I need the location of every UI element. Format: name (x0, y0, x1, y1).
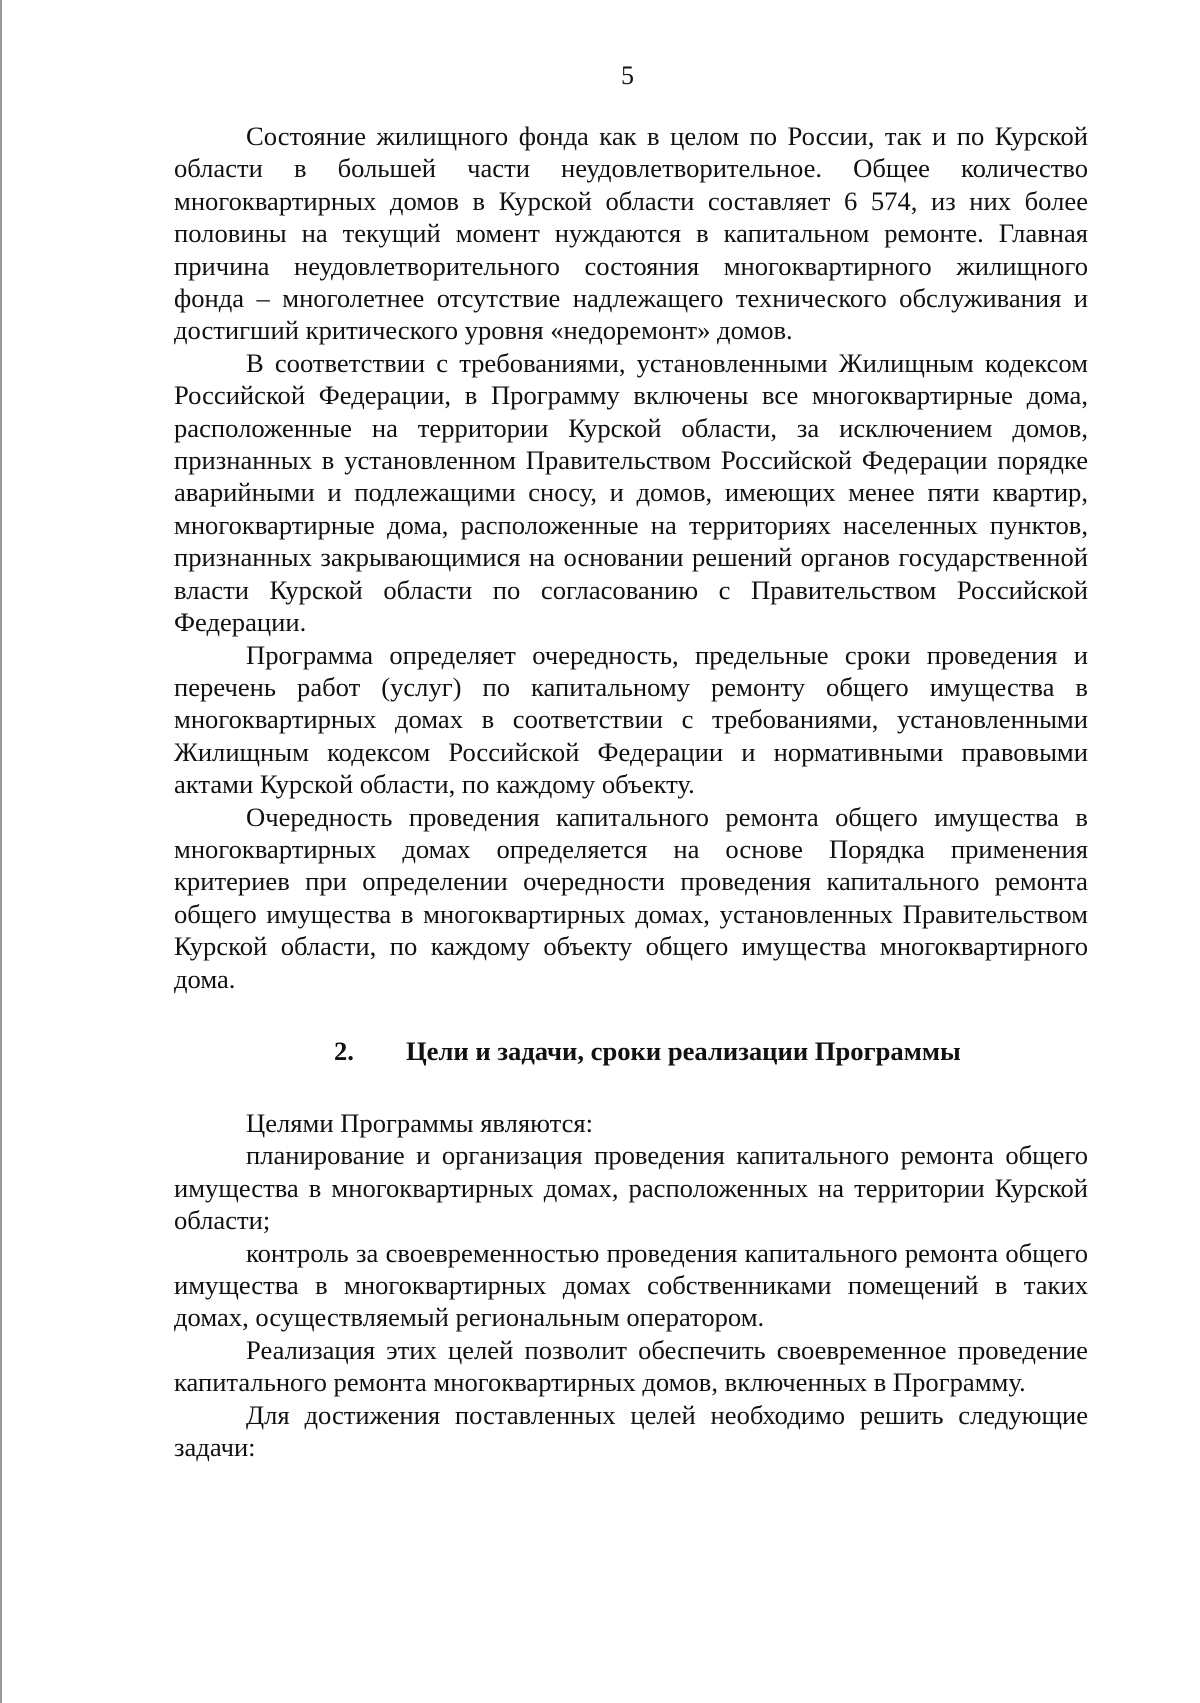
paragraph-goal-control: контроль за своевременностью проведения капитального ремонта общего имущества в многоквартирных домах собственниками помещений в таких домах, осуществляемый региональным оператором. (174, 1237, 1088, 1333)
paragraph-goal-planning: планирование и организация проведения капитального ремонта общего имущества в многоквартирных домах, расположенных на территории Курской области; (174, 1140, 1088, 1236)
paragraph-housing-condition: Состояние жилищного фонда как в целом по России, так и по Курской области в большей части неудовлетворительное. Общее количество многоквартирных домов в Курской области составляет 6 574, из них более половины на текущий момент нуждаются в капитальном ремонте. Главная причина неудовлетворительного состояния многоквартирного жилищного фонда – многолетнее отсутствие надлежащего технического обслуживания и достигший критического уровня «недоремонт» домов. (174, 121, 1088, 346)
paragraph-repair-order: Очередность проведения капитального ремонта общего имущества в многоквартирных домах определяется на основе Порядка применения критериев при определении очередности проведения капитального ремонта общего имущества в многоквартирных домах, установленных Правительством Курской области, по каждому объекту общего имущества многоквартирного дома. (174, 801, 1088, 994)
section-title: Цели и задачи, сроки реализации Программы (406, 1035, 961, 1066)
paragraph-program-scope: В соответствии с требованиями, установленными Жилищным кодексом Российской Федерации, в Программу включены все многоквартирные дома, расположенные на территории Курской области, за исключением домов, признанных в установленном Правительством Российской Федерации порядке аварийными и подлежащими сносу, и домов, имеющих менее пяти квартир, многоквартирные дома, расположенные на территориях населенных пунктов, признанных закрывающимися на основании решений органов государственной власти Курской области по согласованию с Правительством Российской Федерации. (174, 347, 1088, 638)
document-body (174, 120, 1088, 1463)
page-number: 5 (621, 61, 634, 90)
paragraph-goals-realization: Реализация этих целей позволит обеспечить своевременное проведение капитального ремонта многоквартирных домов, включенных в Программу. (174, 1334, 1088, 1398)
paragraph-goals-intro: Целями Программы являются: (246, 1107, 594, 1138)
paragraph-program-defines: Программа определяет очередность, предельные сроки проведения и перечень работ (услуг) по капитальному ремонту общего имущества в многоквартирных домах в соответствии с требованиями, установленными Жилищным кодексом Российской Федерации и нормативными правовыми актами Курской области, по каждому объекту. (174, 639, 1088, 800)
section-heading (174, 1035, 1088, 1067)
section-number: 2. (334, 1035, 354, 1066)
paragraph-tasks-intro: Для достижения поставленных целей необходимо решить следующие задачи: (174, 1399, 1088, 1463)
scan-border (0, 0, 2, 1703)
